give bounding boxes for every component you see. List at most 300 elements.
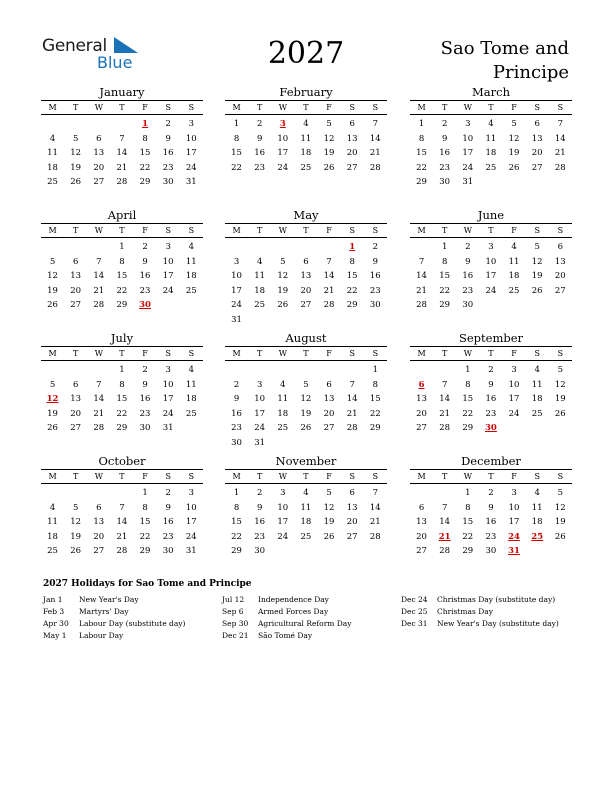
day-cell: 13 bbox=[70, 271, 82, 281]
weekday-header bbox=[410, 469, 572, 484]
day-cell: 14 bbox=[116, 517, 128, 527]
day-cell: 14 bbox=[93, 271, 105, 281]
day-cell: 3 bbox=[465, 119, 471, 129]
day-cell: 4 bbox=[256, 256, 263, 267]
day-cell: 25 bbox=[508, 285, 520, 296]
day-cell: 15 bbox=[369, 394, 381, 404]
month-august bbox=[225, 330, 387, 450]
day-cell: 27 bbox=[93, 177, 105, 187]
day-cell: 29 bbox=[416, 177, 427, 187]
weekday-label: W bbox=[463, 472, 472, 481]
day-cell: 2 bbox=[165, 119, 171, 129]
weekday-label: W bbox=[94, 349, 103, 358]
day-cell: 9 bbox=[465, 256, 471, 267]
day-cell: 26 bbox=[47, 300, 58, 310]
weekday-label: S bbox=[188, 349, 195, 358]
day-cell: 25 bbox=[185, 408, 197, 419]
day-cell: 2 bbox=[488, 365, 494, 375]
weekday-label: T bbox=[73, 226, 79, 235]
day-cell: 14 bbox=[554, 133, 566, 144]
day-cell: 6 bbox=[72, 379, 79, 390]
day-cell: 5 bbox=[326, 119, 332, 129]
day-cell: 1 bbox=[441, 242, 448, 252]
weekday-label: M bbox=[232, 103, 241, 112]
day-cell: 29 bbox=[231, 546, 242, 556]
day-cell: 21 bbox=[93, 408, 105, 419]
day-cell: 7 bbox=[96, 256, 102, 267]
day-cell: 30 bbox=[162, 177, 174, 187]
weekday-label: T bbox=[488, 472, 494, 481]
day-cell: 26 bbox=[554, 531, 566, 542]
day-cell: 16 bbox=[485, 517, 497, 527]
day-cell: 18 bbox=[531, 394, 543, 404]
day-cell: 13 bbox=[93, 517, 105, 527]
day-cell: 16 bbox=[254, 148, 266, 158]
day-blank bbox=[341, 363, 364, 378]
day-cell: 10 bbox=[254, 394, 266, 404]
holiday-name: Agricultural Reform Day bbox=[258, 619, 352, 628]
day-cell: 9 bbox=[488, 379, 494, 390]
day-cell: 9 bbox=[142, 256, 148, 267]
weekday-header bbox=[41, 100, 203, 115]
weekday-label: T bbox=[257, 472, 263, 481]
weekday-label: S bbox=[165, 226, 171, 235]
day-cell: 25 bbox=[185, 285, 197, 296]
day-cell: 28 bbox=[93, 300, 105, 310]
day-blank bbox=[248, 240, 271, 255]
day-cell: 11 bbox=[531, 379, 543, 390]
weekday-label: S bbox=[349, 349, 355, 358]
day-cell: 18 bbox=[485, 148, 497, 158]
day-cell: 5 bbox=[326, 488, 332, 498]
day-cell: 26 bbox=[531, 285, 543, 296]
day-cell: 19 bbox=[47, 285, 58, 296]
day-cell: 14 bbox=[369, 502, 381, 513]
logo-text-general: General bbox=[42, 36, 107, 56]
day-cell: 19 bbox=[554, 517, 566, 527]
holiday-name: Christmas Day (substitute day) bbox=[437, 595, 556, 604]
day-cell: 20 bbox=[416, 408, 427, 419]
day-cell: 12 bbox=[554, 502, 566, 513]
day-cell: 14 bbox=[439, 394, 451, 404]
day-cell: 17 bbox=[231, 285, 242, 296]
day-cell: 6 bbox=[534, 119, 540, 129]
weekday-label: F bbox=[511, 226, 517, 235]
day-cell: 1 bbox=[372, 365, 379, 375]
weekday-header bbox=[41, 469, 203, 484]
weekday-label: M bbox=[48, 226, 57, 235]
day-cell: 17 bbox=[508, 394, 520, 404]
weekday-label: F bbox=[511, 103, 517, 112]
day-cell: 1 bbox=[418, 119, 425, 129]
day-cell: 20 bbox=[531, 148, 543, 158]
day-cell: 26 bbox=[47, 423, 58, 433]
day-cell: 18 bbox=[185, 394, 197, 404]
weekday-label: S bbox=[557, 349, 564, 358]
day-cell: 30 bbox=[139, 423, 151, 433]
day-cell: 8 bbox=[441, 256, 448, 267]
day-blank bbox=[225, 240, 248, 255]
day-cell: 3 bbox=[165, 242, 171, 252]
day-cell: 28 bbox=[323, 300, 335, 310]
day-cell: 22 bbox=[116, 408, 128, 419]
day-cell: 10 bbox=[462, 133, 474, 144]
day-cell: 13 bbox=[346, 133, 358, 144]
day-cell: 11 bbox=[485, 133, 497, 144]
day-cell: 9 bbox=[165, 502, 171, 513]
weekday-label: F bbox=[142, 226, 148, 235]
day-cell: 13 bbox=[531, 133, 543, 144]
day-cell: 20 bbox=[300, 285, 312, 296]
day-cell: 30 bbox=[439, 177, 451, 187]
weekday-label: T bbox=[303, 472, 309, 481]
day-cell: 29 bbox=[346, 300, 358, 310]
day-cell: 27 bbox=[70, 423, 82, 433]
holiday-date: Sep 30 bbox=[222, 619, 249, 628]
day-cell: 23 bbox=[254, 531, 266, 542]
weekday-label: S bbox=[165, 103, 171, 112]
day-cell: 19 bbox=[554, 394, 566, 404]
day-cell: 24 bbox=[508, 408, 520, 419]
day-cell: 9 bbox=[256, 502, 263, 513]
weekday-label: W bbox=[94, 226, 103, 235]
weekday-label: M bbox=[48, 349, 57, 358]
day-cell: 7 bbox=[372, 119, 379, 129]
day-cell: 7 bbox=[349, 379, 355, 390]
day-grid bbox=[225, 240, 387, 327]
day-cell: 2 bbox=[465, 242, 471, 252]
weekday-label: T bbox=[257, 349, 263, 358]
day-cell: 9 bbox=[441, 133, 448, 144]
day-cell: 29 bbox=[462, 423, 474, 433]
day-cell: 4 bbox=[188, 242, 195, 252]
day-cell: 5 bbox=[303, 379, 309, 390]
day-cell: 12 bbox=[508, 133, 520, 144]
day-cell: 23 bbox=[462, 285, 474, 296]
weekday-label: S bbox=[372, 103, 379, 112]
day-cell: 22 bbox=[369, 408, 381, 419]
weekday-label: M bbox=[232, 226, 241, 235]
day-cell: 28 bbox=[416, 300, 427, 310]
day-cell: 24 bbox=[162, 285, 174, 296]
holiday-date: Dec 24 bbox=[401, 595, 428, 604]
day-cell: 10 bbox=[231, 271, 242, 281]
country-name-line2: Principe bbox=[492, 62, 569, 83]
day-cell: 29 bbox=[369, 423, 381, 433]
weekday-label: W bbox=[278, 103, 287, 112]
day-cell: 26 bbox=[323, 162, 335, 173]
day-grid bbox=[41, 117, 203, 190]
day-cell: 10 bbox=[185, 502, 197, 513]
day-cell: 2 bbox=[256, 119, 263, 129]
holiday-item bbox=[43, 630, 185, 642]
day-cell-holiday: 6 bbox=[418, 379, 425, 390]
holiday-item bbox=[43, 618, 185, 630]
day-cell: 2 bbox=[372, 242, 379, 252]
weekday-label: T bbox=[488, 103, 494, 112]
day-cell: 16 bbox=[139, 394, 151, 404]
day-cell: 30 bbox=[254, 546, 266, 556]
day-cell: 15 bbox=[116, 394, 128, 404]
day-cell: 31 bbox=[254, 437, 266, 448]
weekday-label: W bbox=[463, 349, 472, 358]
day-grid bbox=[410, 363, 572, 436]
weekday-label: S bbox=[188, 103, 195, 112]
logo-text-blue: Blue bbox=[97, 53, 133, 72]
holiday-item bbox=[222, 594, 352, 606]
day-cell: 21 bbox=[116, 531, 128, 542]
day-cell: 25 bbox=[47, 546, 58, 556]
weekday-label: F bbox=[511, 349, 517, 358]
day-cell: 30 bbox=[162, 546, 174, 556]
weekday-label: T bbox=[257, 103, 263, 112]
weekday-label: S bbox=[349, 103, 355, 112]
day-cell: 23 bbox=[162, 531, 174, 542]
day-cell: 6 bbox=[96, 502, 102, 513]
holiday-name: New Year's Day bbox=[79, 595, 139, 604]
weekday-label: S bbox=[557, 472, 564, 481]
day-cell: 8 bbox=[142, 133, 148, 144]
day-blank bbox=[318, 363, 341, 378]
weekday-label: M bbox=[48, 472, 57, 481]
day-cell: 29 bbox=[116, 300, 128, 310]
day-cell: 20 bbox=[93, 162, 105, 173]
day-cell-holiday: 30 bbox=[485, 423, 497, 433]
day-cell: 14 bbox=[346, 394, 358, 404]
day-cell: 5 bbox=[49, 256, 56, 267]
day-cell: 22 bbox=[139, 531, 151, 542]
day-cell: 15 bbox=[439, 271, 451, 281]
day-cell: 3 bbox=[488, 242, 494, 252]
day-cell: 10 bbox=[508, 502, 520, 513]
holidays-title: 2027 Holidays for Sao Tome and Principe bbox=[43, 579, 252, 589]
day-cell: 2 bbox=[142, 242, 148, 252]
weekday-label: M bbox=[232, 472, 241, 481]
weekday-label: S bbox=[534, 226, 540, 235]
day-cell: 9 bbox=[488, 502, 494, 513]
month-january bbox=[41, 84, 203, 190]
day-cell: 14 bbox=[439, 517, 451, 527]
day-cell: 23 bbox=[139, 285, 151, 296]
day-blank bbox=[41, 486, 64, 501]
day-cell: 12 bbox=[70, 148, 82, 158]
day-cell: 15 bbox=[139, 517, 151, 527]
weekday-label: T bbox=[119, 103, 125, 112]
day-cell: 28 bbox=[369, 531, 381, 542]
weekday-label: W bbox=[94, 103, 103, 112]
day-cell: 20 bbox=[346, 517, 358, 527]
month-name: April bbox=[107, 208, 137, 222]
day-cell: 18 bbox=[47, 162, 58, 173]
day-cell-holiday: 24 bbox=[508, 531, 520, 542]
day-cell: 23 bbox=[485, 531, 497, 542]
day-blank bbox=[87, 117, 110, 132]
holidays-column bbox=[43, 594, 185, 642]
day-cell: 31 bbox=[462, 177, 474, 187]
weekday-label: T bbox=[257, 226, 263, 235]
month-name: June bbox=[477, 208, 505, 222]
holiday-name: Armed Forces Day bbox=[258, 607, 329, 616]
weekday-label: S bbox=[165, 349, 171, 358]
holidays-column bbox=[222, 594, 352, 642]
day-cell: 5 bbox=[557, 488, 564, 498]
day-cell: 10 bbox=[162, 256, 174, 267]
day-cell: 13 bbox=[300, 271, 312, 281]
weekday-label: T bbox=[442, 472, 448, 481]
day-cell: 25 bbox=[531, 408, 543, 419]
day-cell: 15 bbox=[231, 517, 242, 527]
day-cell: 13 bbox=[416, 517, 427, 527]
day-cell: 17 bbox=[254, 408, 266, 419]
day-blank bbox=[64, 486, 87, 501]
day-cell: 24 bbox=[254, 423, 266, 433]
weekday-header bbox=[225, 469, 387, 484]
weekday-label: T bbox=[119, 349, 125, 358]
day-cell: 25 bbox=[47, 177, 58, 187]
day-cell: 23 bbox=[485, 408, 497, 419]
day-cell: 19 bbox=[277, 285, 289, 296]
day-cell: 2 bbox=[441, 119, 448, 129]
day-blank bbox=[41, 240, 64, 255]
day-cell: 7 bbox=[326, 256, 332, 267]
day-cell: 11 bbox=[300, 133, 312, 144]
day-cell: 18 bbox=[254, 285, 266, 296]
day-cell: 27 bbox=[554, 285, 566, 296]
day-cell: 3 bbox=[511, 488, 517, 498]
day-cell: 27 bbox=[323, 423, 335, 433]
day-blank bbox=[433, 363, 456, 378]
weekday-label: T bbox=[442, 349, 448, 358]
weekday-header bbox=[225, 223, 387, 238]
country-name bbox=[369, 37, 569, 85]
day-cell: 17 bbox=[277, 148, 289, 158]
day-cell: 15 bbox=[462, 517, 474, 527]
month-name: January bbox=[99, 85, 145, 99]
day-cell: 11 bbox=[531, 502, 543, 513]
weekday-label: T bbox=[488, 226, 494, 235]
day-cell: 4 bbox=[303, 119, 309, 129]
day-cell: 19 bbox=[300, 408, 312, 419]
weekday-header bbox=[225, 100, 387, 115]
day-cell: 15 bbox=[116, 271, 128, 281]
day-cell: 18 bbox=[300, 148, 312, 158]
holiday-item bbox=[222, 618, 352, 630]
day-cell: 1 bbox=[465, 488, 471, 498]
day-blank bbox=[294, 240, 317, 255]
day-cell: 13 bbox=[323, 394, 335, 404]
day-cell: 9 bbox=[372, 256, 379, 267]
weekday-label: F bbox=[511, 472, 517, 481]
weekday-label: F bbox=[326, 349, 332, 358]
day-cell: 6 bbox=[349, 119, 355, 129]
day-cell: 20 bbox=[323, 408, 335, 419]
weekday-label: S bbox=[349, 472, 355, 481]
day-cell: 7 bbox=[418, 256, 425, 267]
day-cell: 2 bbox=[256, 488, 263, 498]
day-cell: 16 bbox=[231, 408, 242, 419]
day-cell: 11 bbox=[300, 502, 312, 513]
weekday-label: W bbox=[278, 226, 287, 235]
month-july bbox=[41, 330, 203, 436]
weekday-label: F bbox=[142, 103, 148, 112]
day-cell: 7 bbox=[119, 133, 125, 144]
day-blank bbox=[271, 240, 294, 255]
day-cell: 7 bbox=[441, 502, 448, 513]
weekday-label: S bbox=[557, 103, 564, 112]
day-cell: 12 bbox=[70, 517, 82, 527]
logo-flag-icon bbox=[114, 37, 138, 53]
day-cell: 14 bbox=[323, 271, 335, 281]
day-cell: 24 bbox=[277, 162, 289, 173]
day-cell: 18 bbox=[185, 271, 197, 281]
weekday-label: F bbox=[142, 349, 148, 358]
day-cell: 19 bbox=[47, 408, 58, 419]
day-cell: 8 bbox=[119, 256, 125, 267]
weekday-label: T bbox=[303, 226, 309, 235]
day-cell: 4 bbox=[511, 242, 517, 252]
day-blank bbox=[64, 240, 87, 255]
weekday-label: S bbox=[534, 349, 540, 358]
day-cell: 4 bbox=[280, 379, 286, 390]
day-cell: 21 bbox=[116, 162, 128, 173]
day-cell: 3 bbox=[233, 256, 240, 267]
weekday-header bbox=[410, 100, 572, 115]
day-cell: 26 bbox=[554, 408, 566, 419]
holiday-item bbox=[43, 606, 185, 618]
day-cell: 15 bbox=[416, 148, 427, 158]
day-cell: 4 bbox=[188, 365, 195, 375]
day-cell: 4 bbox=[303, 488, 309, 498]
day-cell: 7 bbox=[119, 502, 125, 513]
day-blank bbox=[110, 117, 133, 132]
holiday-item bbox=[401, 594, 559, 606]
day-blank bbox=[87, 240, 110, 255]
day-cell: 30 bbox=[231, 437, 242, 448]
day-cell: 11 bbox=[508, 256, 520, 267]
day-cell: 6 bbox=[96, 133, 102, 144]
day-cell: 12 bbox=[300, 394, 312, 404]
day-cell: 28 bbox=[346, 423, 358, 433]
month-name: December bbox=[461, 454, 521, 468]
day-cell: 23 bbox=[162, 162, 174, 173]
day-cell: 7 bbox=[372, 488, 379, 498]
day-grid bbox=[41, 240, 203, 313]
day-cell: 22 bbox=[231, 162, 242, 173]
day-grid bbox=[41, 363, 203, 436]
day-cell: 23 bbox=[139, 408, 151, 419]
holiday-item bbox=[401, 606, 559, 618]
holiday-name: Labour Day (substitute day) bbox=[79, 619, 186, 628]
day-cell: 5 bbox=[511, 119, 517, 129]
day-blank bbox=[87, 363, 110, 378]
day-cell: 3 bbox=[165, 365, 171, 375]
holiday-item bbox=[222, 606, 352, 618]
month-february bbox=[225, 84, 387, 175]
weekday-label: S bbox=[372, 349, 379, 358]
weekday-label: S bbox=[372, 226, 379, 235]
day-cell: 5 bbox=[72, 502, 79, 513]
day-cell: 20 bbox=[70, 285, 82, 296]
day-cell: 26 bbox=[70, 177, 82, 187]
day-blank bbox=[248, 363, 271, 378]
day-blank bbox=[410, 363, 433, 378]
day-cell: 17 bbox=[462, 148, 474, 158]
day-grid bbox=[410, 240, 572, 313]
day-grid bbox=[225, 363, 387, 450]
holiday-name: São Tomé Day bbox=[258, 631, 313, 640]
day-cell: 6 bbox=[72, 256, 79, 267]
day-cell: 11 bbox=[277, 394, 289, 404]
